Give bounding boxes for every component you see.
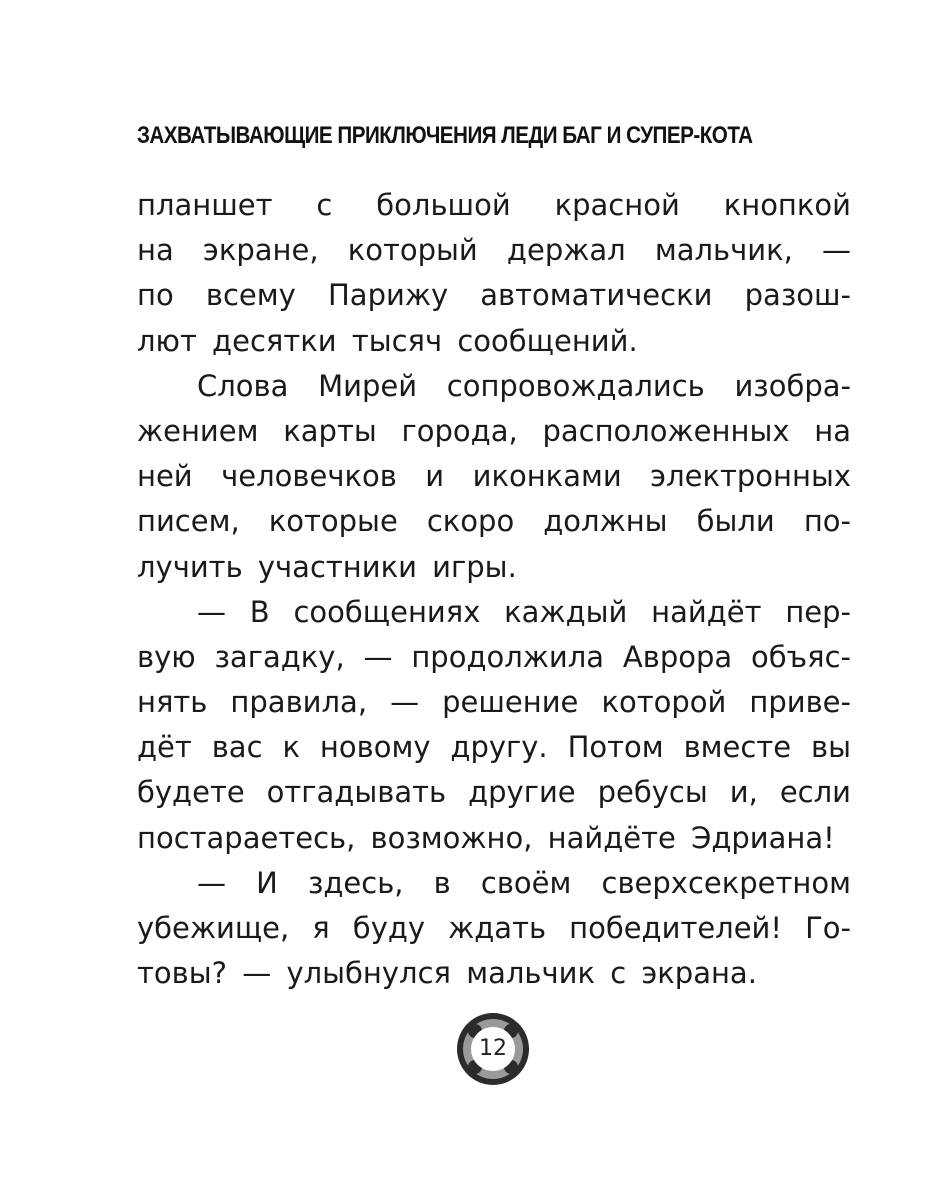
text-line: планшет с большой красной кнопкой [137,188,851,222]
text-line: — В сообщениях каждый найдёт пер- [197,594,851,629]
text-line: жением карты города, расположенных на [137,413,851,448]
page-number-badge [456,1012,530,1086]
text-line: нять правила, — решение которой приве- [137,685,851,720]
text-line: ней человечков и иконками электронных [137,459,851,494]
text-line: Слова Мирей сопровождались изобра- [197,368,851,403]
text-line: будете отгадывать другие ребусы и, если [137,775,851,810]
text-line: дёт вас к новому другу. Потом вместе вы [137,730,851,765]
page-number: 12 [479,1036,507,1061]
text-line: вую загадку, — продолжила Аврора объяс- [137,639,851,674]
text-line: лют десятки тысяч сообщений. [137,323,638,358]
running-header: ЗАХВАТЫВАЮЩИЕ ПРИКЛЮЧЕНИЯ ЛЕДИ БАГ И СУПЕР-КОТА [137,122,753,149]
body-text [137,183,851,996]
text-line: лучить участники игры. [137,549,517,584]
text-line: товы? — улыбнулся мальчик с экрана. [137,956,757,991]
text-line: постараетесь, возможно, найдёте Эдриана! [137,820,835,855]
text-line: по всему Парижу автоматически разош- [137,278,851,313]
text-line: убежище, я буду ждать победителей! Го- [137,911,851,945]
text-line: на экране, который держал мальчик, — [137,233,851,268]
text-line: — И здесь, в своём сверхсекретном [197,865,851,900]
text-line: писем, которые скоро должны были по- [137,504,851,539]
